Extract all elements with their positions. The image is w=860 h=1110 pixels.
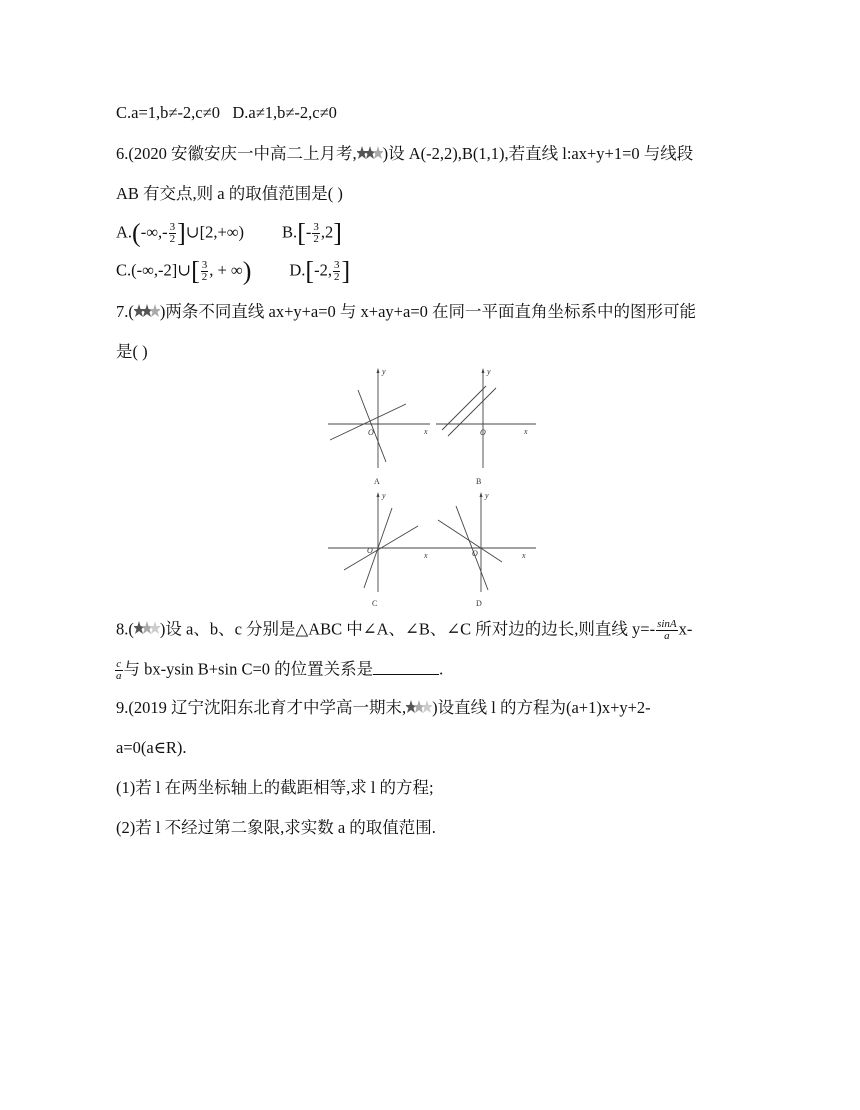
q8-text1: )设 a、b、c 分别是△ABC 中∠A、∠B、∠C 所对边的边长,则直线 y=- — [159, 619, 656, 639]
q8-text2: 与 bx-ysin B+sin C=0 的位置关系是 — [123, 659, 374, 679]
q6-option-c-label: C.(-∞,-2]∪ — [116, 260, 192, 280]
panel-d — [430, 492, 536, 592]
fraction-sinA-over-a: $\frac{\sin A}{a}$ — [657, 618, 677, 642]
fraction-c-over-a: $\frac{c}{a}$ — [116, 658, 122, 682]
q7-stem-line2: 是( ) — [116, 342, 148, 361]
q9-stem-line1 — [116, 698, 651, 720]
q6-option-b-text: - — [305, 222, 312, 242]
q6-option-a-text2: ∪[2,+∞) — [185, 222, 245, 242]
origin-label-d: O — [472, 549, 478, 558]
origin-label-b: O — [480, 428, 486, 437]
difficulty-stars-icon — [406, 699, 432, 720]
axis-x-label-c: x — [424, 551, 428, 560]
q8-stem-line2 — [114, 659, 443, 682]
q7-figure — [326, 360, 538, 615]
difficulty-stars-icon — [357, 145, 383, 166]
axis-x-label-a: x — [424, 427, 428, 436]
q6-source: 6.(2020 安徽安庆一中高二上月考, — [116, 144, 357, 163]
q6-text1: )设 A(-2,2),B(1,1),若直线 l:ax+y+1=0 与线段 — [382, 144, 694, 163]
panel-c — [328, 492, 430, 592]
q6-stem-line1 — [116, 144, 693, 166]
q7-number: 7.( — [116, 302, 134, 321]
q6-stem-line2: AB 有交点,则 a 的取值范围是( ) — [116, 184, 343, 203]
origin-label-c: O — [367, 546, 373, 555]
q9-source: 9.(2019 辽宁沈阳东北育才中学高一期末, — [116, 698, 407, 717]
origin-label-a: O — [368, 428, 374, 437]
fraction: $\frac{3}{2}$ — [169, 221, 176, 245]
q5-options-cd — [116, 103, 337, 123]
q8-stem-line1 — [116, 619, 692, 642]
q9-subquestion-2: (2)若 l 不经过第二象限,求实数 a 的取值范围. — [116, 818, 436, 837]
panel-label-d: D — [476, 599, 482, 608]
axis-x-label-d: x — [522, 551, 526, 560]
q6-option-c-text: , + ∞ — [209, 260, 243, 280]
panel-b — [436, 368, 536, 468]
axis-x-label-b: x — [524, 427, 528, 436]
panel-label-b: B — [476, 477, 482, 486]
q9-text1: )设直线 l 的方程为(a+1)x+y+2- — [432, 698, 651, 717]
q6-option-a-label: A. — [116, 222, 133, 242]
axis-y-label-c: y — [382, 491, 386, 500]
q8-number: 8.( — [116, 619, 134, 639]
q6-option-d-text: -2, — [314, 260, 332, 280]
axis-y-label-b: y — [487, 367, 491, 376]
fraction: $\frac{3}{2}$ — [333, 259, 340, 283]
axis-y-label-a: y — [382, 367, 386, 376]
q6-option-a-text: -∞,- — [140, 222, 168, 242]
difficulty-stars-icon — [134, 303, 160, 324]
q6-options-ab: A.(-∞,- $\frac{3}{2}$ ]∪[2,+∞) B.[- $\frac{3}{2}$ ,2] — [116, 218, 342, 248]
panel-a — [328, 368, 430, 468]
q6-options-cd: C.(-∞,-2]∪[ $\frac{3}{2}$ , + ∞) D.[-2, $\frac{3}{2}$ ] — [116, 256, 351, 286]
answer-blank[interactable] — [373, 660, 439, 675]
q6-option-d-label: D. — [289, 260, 306, 280]
q9-subquestion-1: (1)若 l 在两坐标轴上的截距相等,求 l 的方程; — [116, 778, 434, 797]
panel-label-c: C — [372, 599, 378, 608]
q7-text1: )两条不同直线 ax+y+a=0 与 x+ay+a=0 在同一平面直角坐标系中的图形可能 — [159, 302, 696, 321]
q8-text1-end: x- — [678, 619, 693, 639]
panel-label-a: A — [374, 477, 380, 486]
q5-option-d: D.a≠1,b≠-2,c≠0 — [232, 103, 337, 122]
q5-option-c: C.a=1,b≠-2,c≠0 — [116, 103, 220, 122]
difficulty-stars-icon — [134, 620, 160, 641]
q9-stem-line2: a=0(a∈R). — [116, 738, 187, 757]
axis-y-label-d: y — [485, 491, 489, 500]
fraction: $\frac{3}{2}$ — [201, 259, 208, 283]
q6-option-b-text2: ,2 — [320, 222, 334, 242]
q8-period: . — [439, 659, 444, 679]
q6-option-b-label: B. — [282, 222, 298, 242]
q7-stem-line1 — [116, 302, 696, 324]
fraction: $\frac{3}{2}$ — [313, 221, 319, 245]
